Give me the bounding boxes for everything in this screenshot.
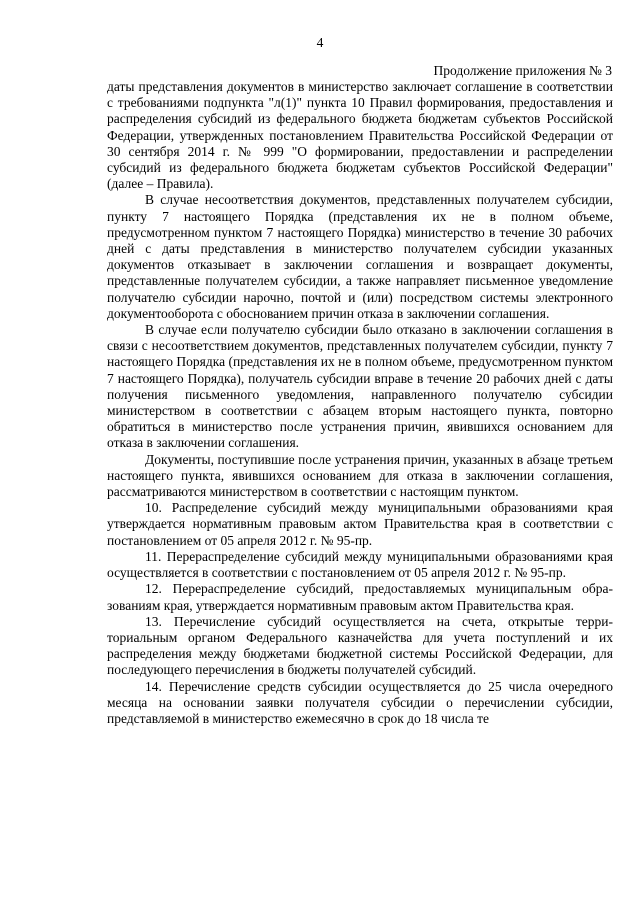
document-body xyxy=(107,79,613,727)
paragraph-document-mismatch: В случае несоответствия документов, представленных получателем субсидии, пункту 7 настоящего Порядка (представления их не в полном объеме, предусмотренном пунктом 7 настоящего Порядка) министерство в течение 30 рабочих дней с даты представления в министерство получателем субсидии указанных документов отказывает в заключении соглашения и возвращает документы, представленные получателем субсидии, а также направляет письменное уведомление получателю субсидии нарочно, почтой и (или) посредством системы электронного документооборота с обоснованием причин отказа в заключении соглашения. xyxy=(107,192,613,321)
page-number: 4 xyxy=(316,35,324,50)
paragraph-item-12: 12. Перераспределение субсидий, предоставляемых муниципальным образованиям края, утверждается нормативным правовым актом Правительства края. xyxy=(107,581,613,613)
appendix-continuation-note: Продолжение приложения № 3 xyxy=(433,63,612,78)
paragraph-item-11: 11. Перераспределение субсидий между муниципальными образованиями края осуществляется в соответствии с постановлением от 05 апреля 2012 г. № 95-пр. xyxy=(107,548,613,581)
paragraph-continued: даты представления документов в министерство заключает соглашение в соответствии с требованиями подпункта "л(1)" пункта 10 Правил формирования, предоставления и распределения субсидий из федерального бюджета бюджетам субъектов Российской Федерации, утвержденных постановлением Правительства Российской Федерации от 30 сентября 2014 г. № 999 "О формировании, предоставлении и распределении субсидий из федерального бюджета бюджетам субъектов Российской Федерации" (далее – Правила). xyxy=(107,79,613,192)
paragraph-refusal-resubmission: В случае если получателю субсидии было отказано в заключении соглашения в связи с несоответствием документов, представленных получателем субсидии, пункту 7 настоящего Порядка (представления их не в полном объеме, предусмотренном пунктом 7 настоящего Порядка), получатель субсидии вправе в течение 20 рабочих дней с даты получения письменного уведомления, направленного получателю субсидии министерством в соответствии с абзацем вторым настоящего пункта, повторно обратиться в министерство после устранения причин, явившихся основанием для отказа в заключении соглашения. xyxy=(107,322,613,451)
paragraph-resubmitted-documents: Документы, поступившие после устранения причин, указанных в абзаце третьем настоящего пункта, явившихся основанием для отказа в заключении соглашения, рассматриваются министерством в соответствии с настоящим пунктом. xyxy=(107,451,613,500)
paragraph-item-13: 13. Перечисление субсидий осуществляется на счета, открытые территориальным органом Федерального казначейства для учета поступлений и их распределения между бюджетами бюджетной системы Российской Федерации, для последующего перечисления в бюджеты получателей субсидий. xyxy=(107,613,613,678)
paragraph-item-14: 14. Перечисление средств субсидии осуществляется до 25 числа очередного месяца на основании заявки получателя субсидии о перечислении субсидии, представляемой в министерство ежемесячно в срок до 18 числа те xyxy=(107,678,613,726)
paragraph-item-10: 10. Распределение субсидий между муниципальными образованиями края утверждается нормативным правовым актом Правительства края в соответствии с постановлением от 05 апреля 2012 г. № 95-пр. xyxy=(107,500,613,548)
